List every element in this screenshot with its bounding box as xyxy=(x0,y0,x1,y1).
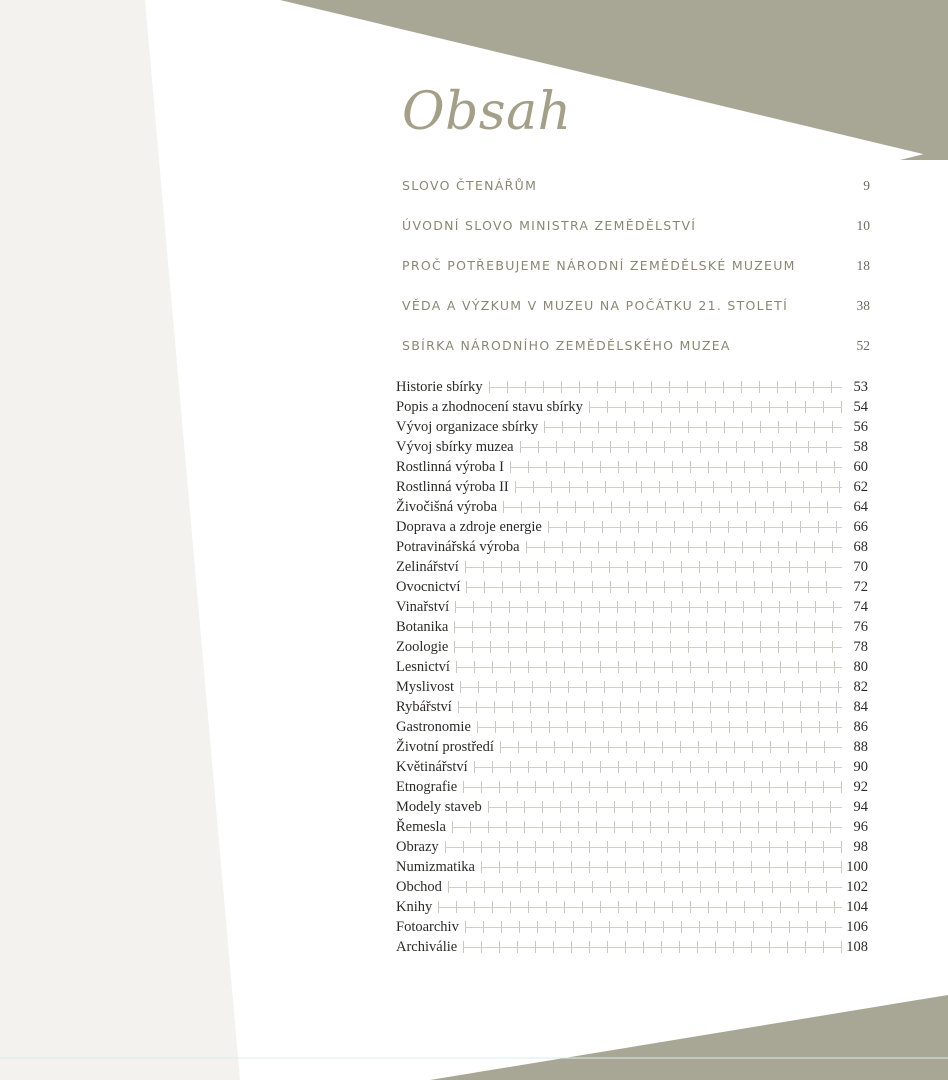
toc-entry xyxy=(396,517,868,537)
toc-entry-label: Archiválie xyxy=(396,938,458,955)
toc-entry xyxy=(396,757,868,777)
toc-entry-page: 94 xyxy=(853,798,868,815)
toc-entry-page: 86 xyxy=(853,718,868,735)
toc-entry-page: 108 xyxy=(846,938,868,955)
toc-entry-label: Vinařství xyxy=(396,598,450,615)
toc-entry xyxy=(396,737,868,757)
dotted-leader xyxy=(466,581,842,593)
dotted-leader xyxy=(445,841,842,853)
toc-entry-page: 80 xyxy=(853,658,868,675)
toc-entry xyxy=(396,557,868,577)
toc-entry-label: Rybářství xyxy=(396,698,452,715)
toc-entry xyxy=(396,617,868,637)
toc-entry-label: Modely staveb xyxy=(396,798,482,815)
dotted-leader xyxy=(465,921,842,933)
toc-entry xyxy=(396,377,868,397)
toc-entry-label: Lesnictví xyxy=(396,658,450,675)
toc-major-page: 10 xyxy=(856,218,870,233)
toc-entry xyxy=(396,537,868,557)
toc-entry xyxy=(396,817,868,837)
toc-entry-label: Vývoj sbírky muzea xyxy=(396,438,514,455)
dotted-leader xyxy=(488,801,842,813)
toc-entry xyxy=(396,597,868,617)
toc-entry xyxy=(396,797,868,817)
dotted-leader xyxy=(510,461,842,473)
toc-entry-label: Fotoarchiv xyxy=(396,918,459,935)
dotted-leader xyxy=(489,381,842,393)
dotted-leader xyxy=(452,821,842,833)
dotted-leader xyxy=(515,481,842,493)
toc-entry-page: 92 xyxy=(853,778,868,795)
toc-entry-page: 84 xyxy=(853,698,868,715)
toc-entry-label: Ovocnictví xyxy=(396,578,461,595)
toc-entry-page: 100 xyxy=(846,858,868,875)
toc-entry-page: 54 xyxy=(853,398,868,415)
toc-entry-page: 104 xyxy=(846,898,868,915)
toc-entry-page: 60 xyxy=(853,458,868,475)
dotted-leader xyxy=(465,561,842,573)
toc-entry-label: Popis a zhodnocení stavu sbírky xyxy=(396,398,583,415)
dotted-leader xyxy=(455,601,842,613)
toc-major-label: SBÍRKA NÁRODNÍHO ZEMĚDĚLSKÉHO MUZEA xyxy=(402,338,731,353)
toc-subsection-list xyxy=(396,377,868,957)
dotted-leader xyxy=(460,681,842,693)
toc-entry xyxy=(396,717,868,737)
toc-entry xyxy=(396,457,868,477)
toc-entry xyxy=(396,857,868,877)
toc-entry xyxy=(396,417,868,437)
toc-entry-page: 53 xyxy=(853,378,868,395)
dotted-leader xyxy=(463,941,842,953)
dotted-leader xyxy=(448,881,842,893)
toc-entry-label: Myslivost xyxy=(396,678,455,695)
toc-entry-label: Živočišná výroba xyxy=(396,498,498,515)
toc-major-entry xyxy=(402,178,870,198)
toc-entry xyxy=(396,777,868,797)
toc-entry-label: Obrazy xyxy=(396,838,439,855)
toc-entry xyxy=(396,917,868,937)
toc-entry xyxy=(396,577,868,597)
toc-entry-page: 88 xyxy=(853,738,868,755)
toc-entry-page: 72 xyxy=(853,578,868,595)
toc-entry-page: 98 xyxy=(853,838,868,855)
toc-entry-label: Knihy xyxy=(396,898,433,915)
dotted-leader xyxy=(526,541,842,553)
toc-entry-page: 68 xyxy=(853,538,868,555)
toc-entry xyxy=(396,877,868,897)
toc-entry-page: 90 xyxy=(853,758,868,775)
toc-entry-label: Rostlinná výroba II xyxy=(396,478,509,495)
toc-major-page: 9 xyxy=(863,178,870,193)
toc-entry xyxy=(396,897,868,917)
dotted-leader xyxy=(454,621,842,633)
toc-entry-label: Vývoj organizace sbírky xyxy=(396,418,539,435)
toc-entry xyxy=(396,697,868,717)
toc-entry-label: Životní prostředí xyxy=(396,738,494,755)
toc-entry-page: 76 xyxy=(853,618,868,635)
dotted-leader xyxy=(456,661,842,673)
toc-entry-page: 82 xyxy=(853,678,868,695)
toc-entry-label: Zelinářství xyxy=(396,558,459,575)
toc-entry-label: Obchod xyxy=(396,878,442,895)
toc-major-entry xyxy=(402,258,870,278)
dotted-leader xyxy=(500,741,842,753)
toc-major-label: PROČ POTŘEBUJEME NÁRODNÍ ZEMĚDĚLSKÉ MUZEUM xyxy=(402,258,796,273)
toc-entry xyxy=(396,497,868,517)
toc-entry-label: Historie sbírky xyxy=(396,378,483,395)
toc-entry xyxy=(396,477,868,497)
toc-major-page: 38 xyxy=(856,298,870,313)
dotted-leader xyxy=(520,441,842,453)
toc-entry-label: Botanika xyxy=(396,618,449,635)
toc-entry xyxy=(396,677,868,697)
dotted-leader xyxy=(474,761,842,773)
dotted-leader xyxy=(548,521,842,533)
dotted-leader xyxy=(481,861,842,873)
toc-entry-label: Květinářství xyxy=(396,758,468,775)
dotted-leader xyxy=(438,901,842,913)
dotted-leader xyxy=(463,781,842,793)
toc-entry-label: Doprava a zdroje energie xyxy=(396,518,542,535)
toc-entry xyxy=(396,437,868,457)
dotted-leader xyxy=(454,641,842,653)
toc-major-entry xyxy=(402,218,870,238)
toc-entry-page: 66 xyxy=(853,518,868,535)
toc-entry xyxy=(396,397,868,417)
toc-entry-label: Numizmatika xyxy=(396,858,475,875)
toc-entry xyxy=(396,837,868,857)
toc-entry-page: 96 xyxy=(853,818,868,835)
toc-entry-label: Etnografie xyxy=(396,778,458,795)
toc-entry-label: Rostlinná výroba I xyxy=(396,458,504,475)
toc-entry-page: 58 xyxy=(853,438,868,455)
toc-entry-page: 70 xyxy=(853,558,868,575)
toc-major-label: VĚDA A VÝZKUM V MUZEU NA POČÁTKU 21. STOLETÍ xyxy=(402,298,789,313)
dotted-leader xyxy=(544,421,842,433)
toc-major-label: SLOVO ČTENÁŘŮM xyxy=(402,178,538,193)
toc-major-entry xyxy=(402,298,870,318)
toc-entry xyxy=(396,657,868,677)
page-title: Obsah xyxy=(402,82,572,142)
dotted-leader xyxy=(458,701,842,713)
toc-major-page: 52 xyxy=(856,338,870,353)
toc-entry-label: Řemesla xyxy=(396,818,446,835)
toc-entry-page: 74 xyxy=(853,598,868,615)
toc-entry-page: 102 xyxy=(846,878,868,895)
dotted-leader xyxy=(477,721,842,733)
dotted-leader xyxy=(503,501,842,513)
dotted-leader xyxy=(589,401,842,413)
toc-major-entry xyxy=(402,338,870,358)
toc-entry-label: Potravinářská výroba xyxy=(396,538,520,555)
toc-entry-page: 62 xyxy=(853,478,868,495)
toc-entry-page: 106 xyxy=(846,918,868,935)
toc-entry-page: 78 xyxy=(853,638,868,655)
toc-entry-label: Zoologie xyxy=(396,638,449,655)
toc-entry-page: 56 xyxy=(853,418,868,435)
toc-major-label: ÚVODNÍ SLOVO MINISTRA ZEMĚDĚLSTVÍ xyxy=(402,218,697,233)
toc-entry xyxy=(396,937,868,957)
toc-entry-label: Gastronomie xyxy=(396,718,471,735)
toc-entry-page: 64 xyxy=(853,498,868,515)
toc-entry xyxy=(396,637,868,657)
toc-major-page: 18 xyxy=(856,258,870,273)
